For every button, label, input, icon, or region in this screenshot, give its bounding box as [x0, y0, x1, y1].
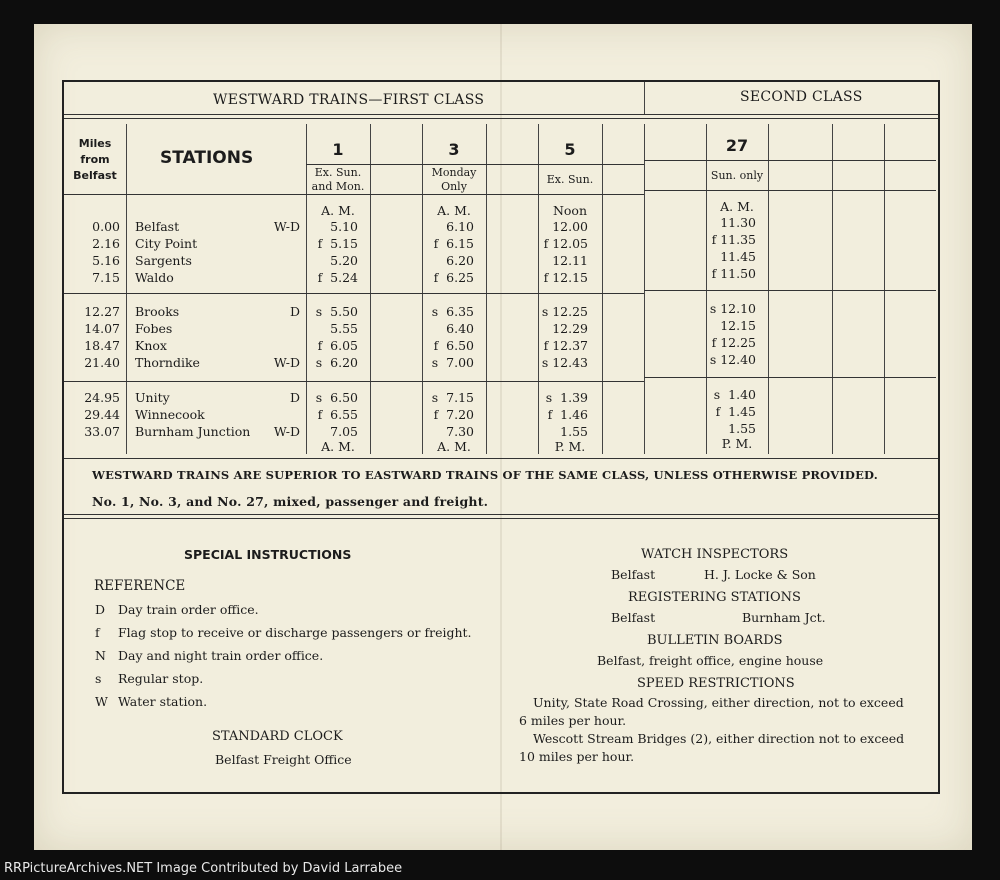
miles-cell: 33.07	[84, 424, 120, 439]
bulletin-boards-title: BULLETIN BOARDS	[647, 633, 783, 648]
stations-heading: STATIONS	[160, 148, 254, 168]
cell-rule	[602, 164, 644, 165]
train-1-ampm: A. M.	[321, 203, 355, 218]
ref-key: W	[95, 694, 108, 709]
station-code: W-D	[273, 424, 300, 439]
speed-restriction-2: Wescott Stream Bridges (2), either direction not to exceed	[533, 731, 905, 746]
train-5-time: f 12.15	[543, 270, 588, 285]
heading-bottom-rule	[644, 190, 936, 191]
train-27-time: 11.30	[720, 215, 756, 230]
train-5-time: f 12.05	[543, 236, 588, 251]
train-27-time: f 12.25	[711, 335, 756, 350]
cell-rule	[422, 164, 486, 165]
train-27-time: s 1.40	[713, 387, 756, 402]
speed-restriction-2-cont: 10 miles per hour.	[519, 749, 635, 764]
cell-rule	[538, 164, 602, 165]
train-1-time: s 6.20	[315, 355, 358, 370]
train-3-time: 6.10	[446, 219, 474, 234]
miles-cell: 18.47	[84, 338, 120, 353]
train-5-time: s 12.25	[541, 304, 588, 319]
train-27-time: 12.15	[720, 318, 756, 333]
miles-cell: 29.44	[84, 407, 120, 422]
train-1-note-line: Ex. Sun.	[314, 166, 362, 179]
station-code: D	[289, 390, 300, 405]
train-3-time: f 7.20	[433, 407, 474, 422]
train-1-time: 5.10	[330, 219, 358, 234]
train-5-ampm-end: P. M.	[554, 439, 586, 454]
group-rule	[64, 293, 644, 294]
train-27-time: 11.45	[720, 249, 756, 264]
col-line	[370, 124, 371, 454]
train-5-time: 12.11	[552, 253, 588, 268]
train-3-number: 3	[448, 140, 460, 159]
train-3-time: f 6.15	[433, 236, 474, 251]
miles-cell: 2.16	[92, 236, 120, 251]
train-3-time: s 7.15	[431, 390, 474, 405]
train-3-time: f 6.50	[433, 338, 474, 353]
train-5-time: 1.55	[560, 424, 588, 439]
station-name: Winnecook	[135, 407, 205, 422]
header-divider	[644, 82, 645, 114]
train-5-time: f 12.37	[543, 338, 588, 353]
miles-cell: 7.15	[92, 270, 120, 285]
train-3-time: 6.40	[446, 321, 474, 336]
train-3-note-line: Monday	[431, 166, 477, 179]
train-27-time: f 11.50	[711, 266, 756, 281]
train-1-time: f 5.15	[317, 236, 358, 251]
watch-place: Belfast	[611, 567, 656, 582]
train-1-time: s 5.50	[315, 304, 358, 319]
ref-text: Day and night train order office.	[118, 648, 324, 663]
col-line	[486, 124, 487, 454]
ref-key: N	[95, 648, 106, 663]
bulletin-boards-text: Belfast, freight office, engine house	[597, 653, 824, 668]
station-code: W-D	[273, 219, 300, 234]
heading-bottom-rule	[64, 194, 644, 195]
train-1-time: f 6.55	[317, 407, 358, 422]
miles-cell: 0.00	[92, 219, 120, 234]
col-line	[602, 124, 603, 454]
train-1-time: f 5.24	[317, 270, 358, 285]
westward-heading: WESTWARD TRAINS—FIRST CLASS	[213, 92, 485, 108]
speed-restriction-1: Unity, State Road Crossing, either direction, not to exceed	[533, 695, 904, 710]
header-rule	[64, 114, 938, 115]
station-name: Thorndike	[135, 355, 200, 370]
train-1-time: 7.05	[330, 424, 358, 439]
train-3-ampm-end: A. M.	[437, 439, 471, 454]
special-instructions-title: SPECIAL INSTRUCTIONS	[184, 547, 352, 562]
train-3-time: s 7.00	[431, 355, 474, 370]
miles-cell: 14.07	[84, 321, 120, 336]
train-27-time: 1.55	[728, 421, 756, 436]
header-rule-2	[64, 118, 938, 119]
train-27-number: 27	[725, 136, 749, 155]
ref-key: f	[95, 625, 100, 640]
train-27-ampm-end: P. M.	[721, 436, 753, 451]
station-name: Belfast	[135, 219, 180, 234]
miles-cell: 24.95	[84, 390, 120, 405]
group-rule	[64, 381, 644, 382]
reference-title: REFERENCE	[94, 578, 186, 594]
train-27-time: f 1.45	[715, 404, 756, 419]
registering-station-a: Belfast	[611, 610, 656, 625]
train-27-time: s 12.40	[709, 352, 756, 367]
group-rule	[644, 290, 936, 291]
station-code: W-D	[273, 355, 300, 370]
miles-cell: 5.16	[92, 253, 120, 268]
train-3-time: s 6.35	[431, 304, 474, 319]
train-5-time: s 1.39	[545, 390, 588, 405]
train-27-time: s 12.10	[709, 301, 756, 316]
train-3-time: 7.30	[446, 424, 474, 439]
cell-rule	[370, 164, 422, 165]
train-5-time: s 12.43	[541, 355, 588, 370]
notice-rule-2	[64, 518, 938, 519]
mixed-train-notice: No. 1, No. 3, and No. 27, mixed, passenger and freight.	[92, 494, 489, 509]
train-5-time: 12.00	[552, 219, 588, 234]
col-line	[768, 124, 769, 454]
train-5-ampm: Noon	[552, 203, 588, 218]
train-27-ampm: A. M.	[720, 199, 754, 214]
miles-heading	[66, 136, 124, 184]
ref-key: D	[95, 602, 106, 617]
col-line	[644, 124, 645, 454]
station-name: Brooks	[135, 304, 180, 319]
ref-text: Regular stop.	[118, 671, 204, 686]
watch-inspectors-title: WATCH INSPECTORS	[641, 547, 789, 562]
speed-restrictions-title: SPEED RESTRICTIONS	[637, 676, 795, 691]
miles-cell: 12.27	[84, 304, 120, 319]
station-name: Knox	[135, 338, 167, 353]
second-class-heading: SECOND CLASS	[740, 89, 863, 105]
ref-text: Water station.	[118, 694, 208, 709]
ref-text: Flag stop to receive or discharge passengers or freight.	[118, 625, 472, 640]
train-5-time: 12.29	[552, 321, 588, 336]
train-5-note: Ex. Sun.	[546, 173, 594, 186]
train-5-number: 5	[564, 140, 576, 159]
station-name: Burnham Junction	[135, 424, 251, 439]
miles-heading-line: Belfast	[73, 169, 117, 182]
train-1-time: f 6.05	[317, 338, 358, 353]
cell-rule	[306, 164, 370, 165]
train-5-time: f 1.46	[547, 407, 588, 422]
train-1-note	[306, 166, 370, 194]
station-name: City Point	[135, 236, 198, 251]
train-3-note-line: Only	[441, 180, 467, 193]
col-line	[832, 124, 833, 454]
miles-cell: 21.40	[84, 355, 120, 370]
train-3-time: f 6.25	[433, 270, 474, 285]
train-3-ampm: A. M.	[437, 203, 471, 218]
ref-text: Day train order office.	[118, 602, 259, 617]
cell-rule	[486, 164, 538, 165]
standard-clock-text: Belfast Freight Office	[215, 752, 352, 767]
col-line	[884, 124, 885, 454]
station-code: D	[289, 304, 300, 319]
train-1-note-line: and Mon.	[311, 180, 365, 193]
standard-clock-title: STANDARD CLOCK	[212, 729, 343, 744]
miles-heading-line: Miles	[78, 137, 112, 150]
image-credit: RRPictureArchives.NET Image Contributed by David Larrabee	[4, 861, 403, 876]
miles-heading-line: from	[80, 153, 110, 166]
station-name: Waldo	[135, 270, 174, 285]
train-3-time: 6.20	[446, 253, 474, 268]
station-name: Unity	[135, 390, 170, 405]
cell-rule	[644, 160, 936, 161]
registering-stations-title: REGISTERING STATIONS	[628, 590, 801, 605]
superiority-notice: WESTWARD TRAINS ARE SUPERIOR TO EASTWARD TRAINS OF THE SAME CLASS, UNLESS OTHERWISE PROVIDED.	[92, 468, 879, 482]
notice-rule	[64, 514, 938, 515]
registering-station-b: Burnham Jct.	[742, 610, 826, 625]
watch-name: H. J. Locke & Son	[704, 567, 816, 582]
train-3-note	[422, 166, 486, 194]
col-line	[126, 124, 127, 454]
group-rule	[644, 377, 936, 378]
train-1-number: 1	[332, 140, 344, 159]
train-27-time: f 11.35	[711, 232, 756, 247]
station-name: Sargents	[135, 253, 192, 268]
speed-restriction-1-cont: 6 miles per hour.	[519, 713, 627, 728]
ref-key: s	[95, 671, 102, 686]
train-1-time: 5.20	[330, 253, 358, 268]
station-name: Fobes	[135, 321, 173, 336]
train-1-time: s 6.50	[315, 390, 358, 405]
train-1-time: 5.55	[330, 321, 358, 336]
train-27-note: Sun. only	[710, 169, 764, 182]
table-bottom-rule	[64, 458, 938, 459]
train-1-ampm-end: A. M.	[321, 439, 355, 454]
